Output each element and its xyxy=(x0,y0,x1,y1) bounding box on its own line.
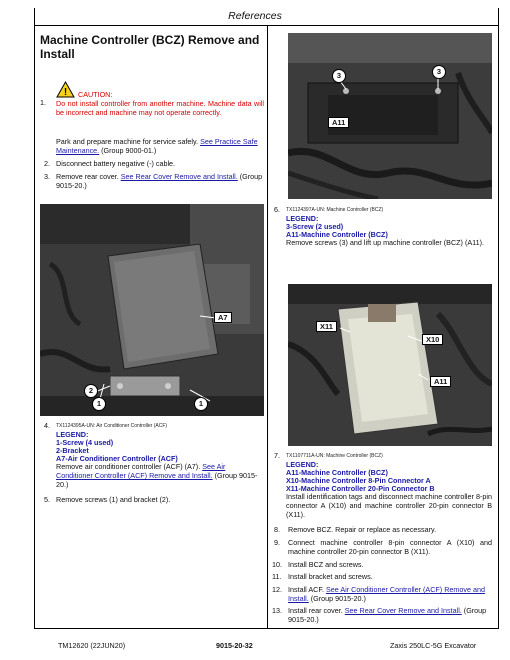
legend-item: X10-Machine Controller 8-Pin Connector A xyxy=(286,476,431,485)
caution-text: Do not install controller from another machine. Machine data will be incorrect and machine may not operate correctly. xyxy=(56,99,264,117)
step-number: 9. xyxy=(274,538,280,547)
step-5-text: Remove screws (1) and bracket (2). xyxy=(56,495,171,504)
step-11-text: Install bracket and screws. xyxy=(288,572,373,581)
legend-item: A7-Air Conditioner Controller (ACF) xyxy=(56,454,178,463)
step-7-text: Install identification tags and disconnect machine controller 8-pin connector A (X10) and machine controller 20-pin connector B (X11). xyxy=(286,492,492,519)
step-number: 7. xyxy=(274,451,280,460)
step-number: 2. xyxy=(44,159,50,168)
step-4-ref: (Group 9015-20.) xyxy=(56,471,258,489)
callout-1: 1 xyxy=(194,397,208,411)
step-4-body: Remove air conditioner controller (ACF) (A7). xyxy=(56,462,201,471)
step-3-ref: (Group 9015-20.) xyxy=(56,172,263,190)
acf-link[interactable]: See Air Conditioner Controller (ACF) Remove and Install. xyxy=(56,462,226,480)
step-4-text xyxy=(56,462,264,489)
bcz-photo-top xyxy=(288,33,492,199)
legend-item: X11-Machine Controller 20-Pin Connector B xyxy=(286,484,435,493)
legend-item: A11-Machine Controller (BCZ) xyxy=(286,468,388,477)
callout-3: 3 xyxy=(432,65,446,79)
legend-item: 2-Bracket xyxy=(56,446,89,455)
caution-label: CAUTION: xyxy=(78,90,113,99)
callout-a11: A11 xyxy=(430,376,451,387)
rear-cover-link[interactable]: See Rear Cover Remove and Install. xyxy=(120,172,238,181)
section-title: Machine Controller (BCZ) Remove and Install xyxy=(40,33,260,61)
acf-photo xyxy=(40,204,264,416)
figure-caption: TX1124397A-UN: Machine Controller (BCZ) xyxy=(286,207,384,213)
page-header-title: References xyxy=(228,10,282,22)
step-number: 11. xyxy=(272,572,282,581)
step-13-text xyxy=(288,606,492,624)
legend-title: LEGEND: xyxy=(56,430,89,439)
column-divider xyxy=(267,26,268,628)
step-number: 10. xyxy=(272,560,282,569)
step-number: 8. xyxy=(274,525,280,534)
step-12-text xyxy=(288,585,492,603)
step-number: 5. xyxy=(44,495,50,504)
callout-a7: A7 xyxy=(214,312,232,323)
step-number: 6. xyxy=(274,205,280,214)
callout-1: 1 xyxy=(92,397,106,411)
step-9-text: Connect machine controller 8-pin connector A (X10) and machine controller 20-pin connector B (X11). xyxy=(288,538,492,556)
callout-x11: X11 xyxy=(316,321,337,332)
callout-x10: X10 xyxy=(422,334,443,345)
legend-item: 1-Screw (4 used) xyxy=(56,438,114,447)
footer-model: Zaxis 250LC-5G Excavator xyxy=(390,641,477,650)
step-1-text xyxy=(56,137,264,155)
footer-doc-id: TM12620 (22JUN20) xyxy=(58,641,126,650)
header-rule xyxy=(34,25,498,26)
legend-title: LEGEND: xyxy=(286,214,319,223)
step-8-text: Remove BCZ. Repair or replace as necessary. xyxy=(288,525,437,534)
callout-2: 2 xyxy=(84,384,98,398)
figure-caption: TX1107711A-UN: Machine Controller (BCZ) xyxy=(286,453,383,459)
step-6-text: Remove screws (3) and lift up machine controller (BCZ) (A11). xyxy=(286,238,484,247)
step-number: 13. xyxy=(272,606,282,615)
practice-safe-maintenance-link[interactable]: See Practice Safe Maintenance. xyxy=(56,137,258,155)
bcz-photo-board xyxy=(288,284,492,446)
step-10-text: Install BCZ and screws. xyxy=(288,560,364,569)
step-2-text: Disconnect battery negative (-) cable. xyxy=(56,159,176,168)
legend-title: LEGEND: xyxy=(286,460,319,469)
svg-text:!: ! xyxy=(63,87,68,98)
callout-3: 3 xyxy=(332,69,346,83)
footer-page-number: 9015-20-32 xyxy=(216,641,253,650)
rear-cover-link[interactable]: See Rear Cover Remove and Install. xyxy=(344,606,462,615)
step-12-body: Install ACF. xyxy=(288,585,324,594)
step-number: 1. xyxy=(40,98,46,107)
legend-item: 3-Screw (2 used) xyxy=(286,222,344,231)
step-12-ref: (Group 9015-20.) xyxy=(310,594,366,603)
step-number: 4. xyxy=(44,421,50,430)
step-1-ref: (Group 9000-01.) xyxy=(101,146,157,155)
legend-item: A11-Machine Controller (BCZ) xyxy=(286,230,388,239)
figure-caption: TX1124395A-UN: Air Conditioner Controller (ACF) xyxy=(56,423,168,429)
step-1-body: Park and prepare machine for service safely. xyxy=(56,137,199,146)
step-number: 12. xyxy=(272,585,282,594)
acf-link[interactable]: See Air Conditioner Controller (ACF) Remove and Install. xyxy=(288,585,485,603)
step-3-text xyxy=(56,172,264,190)
callout-a11: A11 xyxy=(328,117,349,128)
step-13-body: Install rear cover. xyxy=(288,606,343,615)
step-13-ref: (Group 9015-20.) xyxy=(288,606,487,624)
step-number: 3. xyxy=(44,172,50,181)
step-3-body: Remove rear cover. xyxy=(56,172,119,181)
